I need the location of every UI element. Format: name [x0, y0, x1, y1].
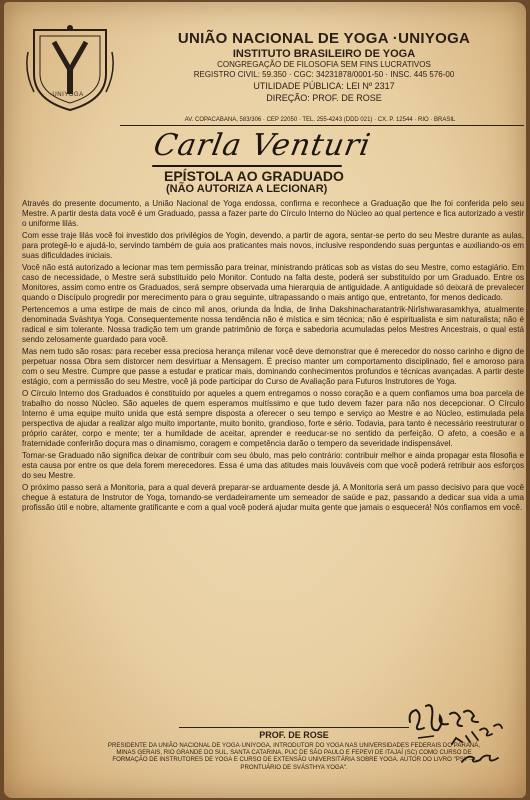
registry-line: REGISTRO CIVIL: 59.350 · CGC: 34231878/0001-50 · INSC. 445 576-00: [193, 70, 455, 79]
document-title: EPÍSTOLA AO GRADUADO: [164, 168, 344, 184]
recipient-name: Carla Venturi: [150, 128, 374, 163]
paragraph: Através do presente documento, a União Nacional de Yoga endossa, confirma e reconhece a Graduação que lhe foi conferida pelo seu Mestre. A partir desta data você é um Graduado, passa a fazer parte do Círculo Interno do Núcleo ao qual pertence e fica autorizado a vestir o uniforme lilás.: [22, 199, 524, 228]
document-subtitle: (NÃO AUTORIZA A LECIONAR): [166, 183, 328, 195]
letterhead: [124, 30, 524, 104]
letter-body: [22, 199, 524, 515]
paragraph: Pertencemos a uma estirpe de mais de cinco mil anos, oriunda da Índia, de linha Dakshinacharatantrik-Nirîshwarasamkhya, atualmente denominada Sváshtya Yoga. Consequentemente nossa tendência não é mística e sim técnica; não é espiritualista e sim naturalista; não é radical e sim tolerante. Nossa tradição tem um grande patrimônio de força e sabedoria acumuladas pelos Mestres Ancestrais, o qual está sendo zelosamente guardado para você.: [22, 305, 524, 344]
handwritten-signature-and-date: [404, 692, 512, 776]
uniyoga-crest-emblem: [24, 22, 116, 114]
paragraph: Tornar-se Graduado não significa deixar de contribuir com seu óbulo, mas pelo contrário: contribuir melhor e ainda propagar esta filosofia e esta causa por entre os que dela forem merecedores. Essa é uma das atitudes mais louváveis com que você poderá retribuir aos esforços do seu Mestre.: [22, 451, 524, 480]
header-divider: [120, 125, 524, 126]
address-line: AV. COPACABANA, 583/306 · CEP 22050 · TEL. 255-4243 (DDD 021) · CX. P. 12544 · RIO · BRASIL: [184, 117, 456, 123]
paragraph: Com esse traje lilás você foi investido dos privilégios de Yogin, devendo, a partir de agora, sentar-se perto do seu Mestre durante as aulas, para protegê-lo e ajudá-lo, servindo também de guia aos praticantes mais novos, inclusive respondendo suas perguntas e auxiliando-os em suas dificuldades iniciais.: [22, 231, 524, 260]
paragraph: Você não está autorizado a lecionar mas tem permissão para treinar, ministrando práticas sob as vistas do seu Mestre, como estagiário. Em caso de necessidade, o Mestre será substituído pelo Monitor. Contudo na falta deste, poderá ser substituído por um Graduado. Entre os Monitores, assim como entre os Graduados, será sempre observada uma hierarquia de antiguidade. A antiguidade só deixará de prevalecer quando o Discípulo progredir por merecimento para o grau seguinte, ultrapassando o mais antigo que, entretanto, for menos dedicado.: [22, 263, 524, 302]
congregation-line: CONGREGAÇÃO DE FILOSOFIA SEM FINS LUCRATIVOS: [217, 60, 431, 69]
document-sheet: [4, 2, 526, 798]
paragraph: O próximo passo será a Monitoria, para a qual deverá preparar-se arduamente desde já. A Monitoria será um passo decisivo para que você chegue à estatura de Instrutor de Yoga, tornando-se verdadeiramente um semeador de saúde e paz, passando a dedicar sua vida a uma profissão útil e nobre, altamente gratificante e com a qual você poderá ajudar muita gente que jamais o esquecerá! Nós confiamos em você.: [22, 483, 524, 512]
signatory-bio: PRESIDENTE DA UNIÃO NACIONAL DE YOGA·UNIYOGA, INTRODUTOR DO YOGA NAS UNIVERSIDADES FEDERAIS DO PARANÁ, MINAS GERAIS, RIO GRANDE DO SUL, SANTA CATARINA, PUC DE SÃO PAULO E FEPEVI DE ITAJAÍ (SC) COMO CURSO DE FORMAÇÃO DE INSTRUTORES DE YOGA E CURSO DE EXTENSÃO UNIVERSITÁRIA SOBRE YOGA. AUTOR DO LIVRO "PSY — PRONTUÁRIO DE SVÁSTHYA YOGA".: [107, 742, 481, 771]
paragraph: Mas nem tudo são rosas: para receber essa preciosa herança milenar você deve demonstrar que é merecedor do nosso carinho e digno de perpetuar nossa Obra sem distorcer nem desvirtuar a Mensagem. É preciso manter um comportamento disciplinado, fiel e amoroso para com o seu Mestre. Cumpre que passe a estudar e praticar mais, dominando conhecimentos profundos e técnicas avançadas. A partir deste estágio, com a permissão do seu Mestre, você já pode participar do Curso de Avaliação para Futuros Instrutores de Yoga.: [22, 347, 524, 386]
crest-label: UNIYOGA: [52, 92, 84, 98]
recipient-underline: [152, 165, 342, 167]
direction-line: DIREÇÃO: PROF. DE ROSE: [266, 93, 382, 103]
paragraph: O Círculo Interno dos Graduados é constituído por aqueles a quem entregamos o nosso coração e a quem confiamos uma boa parcela de trabalho do nosso Núcleo. São aqueles de quem esperamos muitíssimo e que tudo devem fazer para não nos decepcionar. O Círculo Interno é uma equipe muito unida que está sempre disposta a oferecer o seu tempo e serviço ao Mestre e ao Núcleo, estimulada pela perspectiva de ajudar a realizar algo muito importante, muito bonito, grandioso, forte e sério. Todavia, para tanto é necessário reestruturar o próprio caráter, corpo e mente; ter a humildade de aceitar, aprender e reeducar-se no sentido da perfeição. O afeto, a coesão e a fraternidade conferirão doçura mas o dinamismo, coragem e competência darão o tempero da severidade indispensável.: [22, 389, 524, 448]
signatory-name: PROF. DE ROSE: [179, 727, 409, 740]
utility-line: UTILIDADE PÚBLICA: LEI Nº 2317: [253, 81, 395, 91]
organization-title: UNIÃO NACIONAL DE YOGA ·UNIYOGA: [177, 30, 471, 47]
institute-name: INSTITUTO BRASILEIRO DE YOGA: [232, 48, 416, 60]
